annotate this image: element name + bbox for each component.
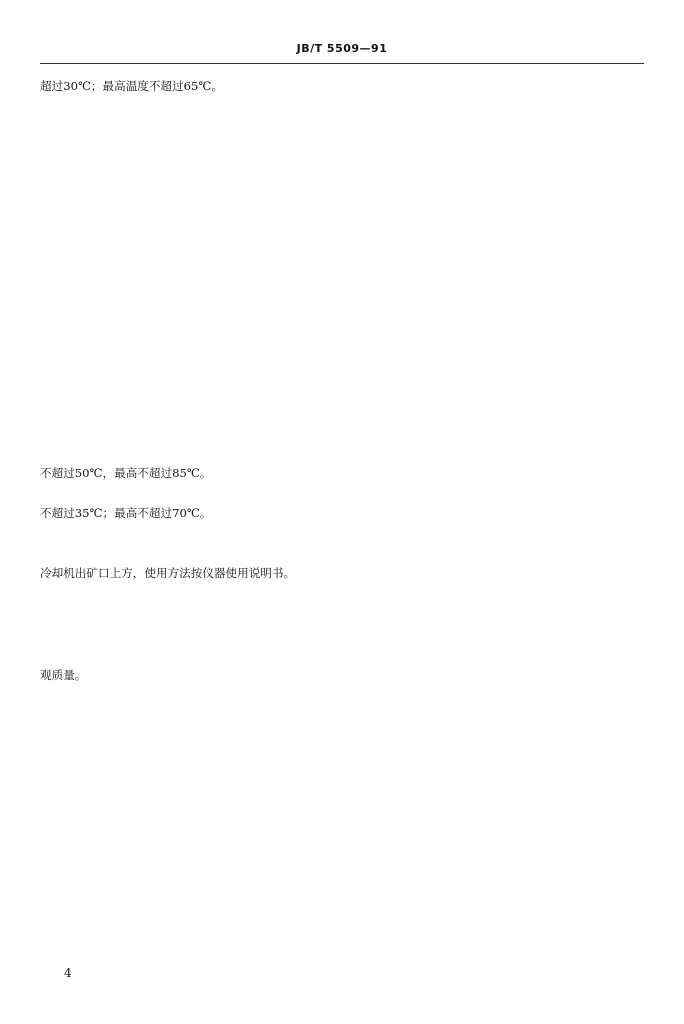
continuation-line: 超过30℃；最高温度不超过65℃。: [40, 79, 223, 93]
page-header-standard-code: JB/T 5509—91: [296, 42, 388, 55]
page-number: 4: [64, 966, 72, 980]
header-rule: [40, 63, 644, 64]
clause-continuation: 观质量。: [40, 668, 87, 682]
subclause-continuation: 不超过50℃，最高不超过85℃。: [40, 466, 212, 480]
subclause-continuation: 冷却机出矿口上方，使用方法按仪器使用说明书。: [40, 566, 296, 580]
subclause-continuation: 不超过35℃；最高不超过70℃。: [40, 506, 212, 520]
